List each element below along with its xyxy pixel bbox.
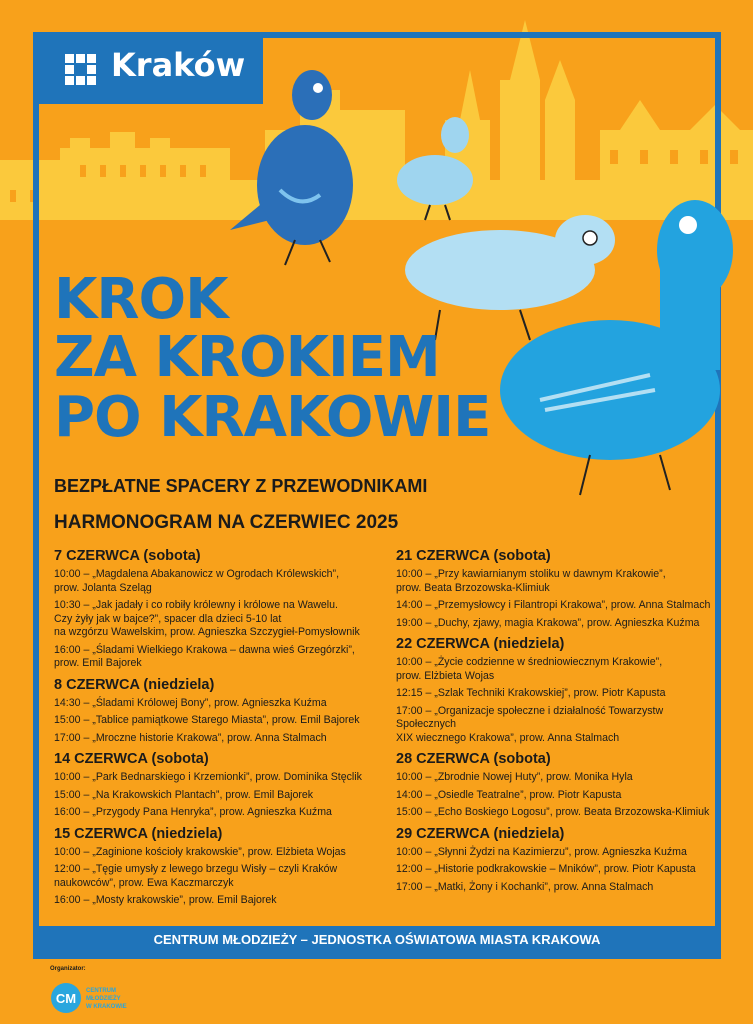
event-item: 12:00 – „Historie podkrakowskie – Mników”, prow. Piotr Kapusta <box>396 863 696 875</box>
pigeon-dark-icon <box>230 70 353 265</box>
day-block <box>54 677 384 746</box>
day-block <box>396 636 726 745</box>
title-line-2: ZA KROKIEM <box>54 325 440 390</box>
day-heading: 28 CZERWCA (sobota) <box>396 751 551 767</box>
day-block <box>54 826 384 908</box>
schedule-right-column <box>396 548 726 900</box>
pigeon-small-icon <box>397 117 473 220</box>
event-item: 10:00 – „Zbrodnie Nowej Huty”, prow. Monika Hyla <box>396 771 633 783</box>
day-block <box>396 751 726 820</box>
event-item: 15:00 – „Tablice pamiątkowe Starego Miasta”, prow. Emil Bajorek <box>54 714 360 726</box>
day-heading: 22 CZERWCA (niedziela) <box>396 636 565 652</box>
logo-line-2: MŁODZIEŻY <box>86 996 121 1002</box>
subtitle: BEZPŁATNE SPACERY Z PRZEWODNIKAMI <box>54 476 428 496</box>
day-heading: 14 CZERWCA (sobota) <box>54 751 209 767</box>
centrum-mlodziezy-logo <box>50 982 160 1016</box>
event-item: 12:00 – „Tęgie umysły z lewego brzegu Wisły – czyli Kraków naukowców”, prow. Ewa Kaczmarczyk <box>54 863 338 889</box>
event-item: 12:15 – „Szlak Techniki Krakowskiej”, prow. Piotr Kapusta <box>396 687 666 699</box>
schedule-left-column <box>54 548 384 914</box>
event-item: 10:30 – „Jak jadały i co robiły królewny i królowe na Wawelu. Czy żyły jak w bajce?”, spacer dla dzieci 5-10 lat na wzgórzu Wawelskim, prow. Agnieszka Szczygieł-Pomysłownik <box>54 599 360 638</box>
footer-banner: CENTRUM MŁODZIEŻY – JEDNOSTKA OŚWIATOWA MIASTA KRAKOWA <box>39 926 715 954</box>
event-item: 10:00 – „Życie codzienne w średniowiecznym Krakowie”, prow. Elżbieta Wojas <box>396 656 663 682</box>
logo-line-1: CENTRUM <box>86 988 116 994</box>
event-item: 16:00 – „Mosty krakowskie”, prow. Emil Bajorek <box>54 894 277 906</box>
event-item: 14:00 – „Przemysłowcy i Filantropi Krakowa”, prow. Anna Stalmach <box>396 599 711 611</box>
title-line-3: PO KRAKOWIE <box>54 385 491 450</box>
day-heading: 7 CZERWCA (sobota) <box>54 548 201 564</box>
event-item: 14:00 – „Osiedle Teatralne”, prow. Piotr Kapusta <box>396 788 622 801</box>
event-item: 14:30 – „Śladami Królowej Bony”, prow. Agnieszka Kuźma <box>54 696 327 709</box>
day-block <box>396 826 726 895</box>
day-block <box>54 751 384 820</box>
event-item: 10:00 – „Słynni Żydzi na Kazimierzu”, prow. Agnieszka Kuźma <box>396 845 687 858</box>
day-heading: 8 CZERWCA (niedziela) <box>54 676 215 693</box>
event-item: 15:00 – „Na Krakowskich Plantach”, prow. Emil Bajorek <box>54 788 314 801</box>
organizer-label: Organizator: <box>50 966 86 972</box>
event-item: 10:00 – „Park Bednarskiego i Krzemionki”, prow. Dominika Stęclik <box>54 771 362 783</box>
day-heading: 29 CZERWCA (niedziela) <box>396 825 565 842</box>
event-item: 15:00 – „Echo Boskiego Logosu”, prow. Beata Brzozowska-Klimiuk <box>396 806 710 818</box>
pigeon-light-icon <box>405 215 615 340</box>
event-item: 17:00 – „Mroczne historie Krakowa”, prow. Anna Stalmach <box>54 731 327 744</box>
logo-line-3: W KRAKOWIE <box>86 1004 127 1010</box>
event-item: 17:00 – „Matki, Żony i Kochanki”, prow. Anna Stalmach <box>396 880 654 893</box>
day-heading: 15 CZERWCA (niedziela) <box>54 825 223 842</box>
event-item: 10:00 – „Magdalena Abakanowicz w Ogrodach Królewskich”, prow. Jolanta Szeląg <box>54 568 340 594</box>
title-line-1: KROK <box>54 267 228 332</box>
event-item: 16:00 – „Śladami Wielkiego Krakowa – dawna wieś Grzegórzki”, prow. Emil Bajorek <box>54 643 355 669</box>
day-heading: 21 CZERWCA (sobota) <box>396 548 551 564</box>
event-item: 19:00 – „Duchy, zjawy, magia Krakowa”, prow. Agnieszka Kuźma <box>396 616 700 629</box>
event-item: 10:00 – „Zaginione kościoły krakowskie”, prow. Elżbieta Wojas <box>54 845 346 858</box>
brand-name: Kraków <box>111 46 246 84</box>
day-block <box>396 548 726 630</box>
event-item: 17:00 – „Organizacje społeczne i działalność Towarzystw Społecznych XIX wiecznego Krakowa”, prow. Anna Stalmach <box>396 704 664 744</box>
schedule-heading: HARMONOGRAM NA CZERWIEC 2025 <box>54 512 399 533</box>
day-block <box>54 548 384 671</box>
event-item: 10:00 – „Przy kawiarnianym stoliku w dawnym Krakowie”, prow. Beata Brzozowska-Klimiuk <box>396 568 666 594</box>
logo-mark: CM <box>55 991 77 1006</box>
event-item: 16:00 – „Przygody Pana Henryka”, prow. Agnieszka Kuźma <box>54 806 332 818</box>
